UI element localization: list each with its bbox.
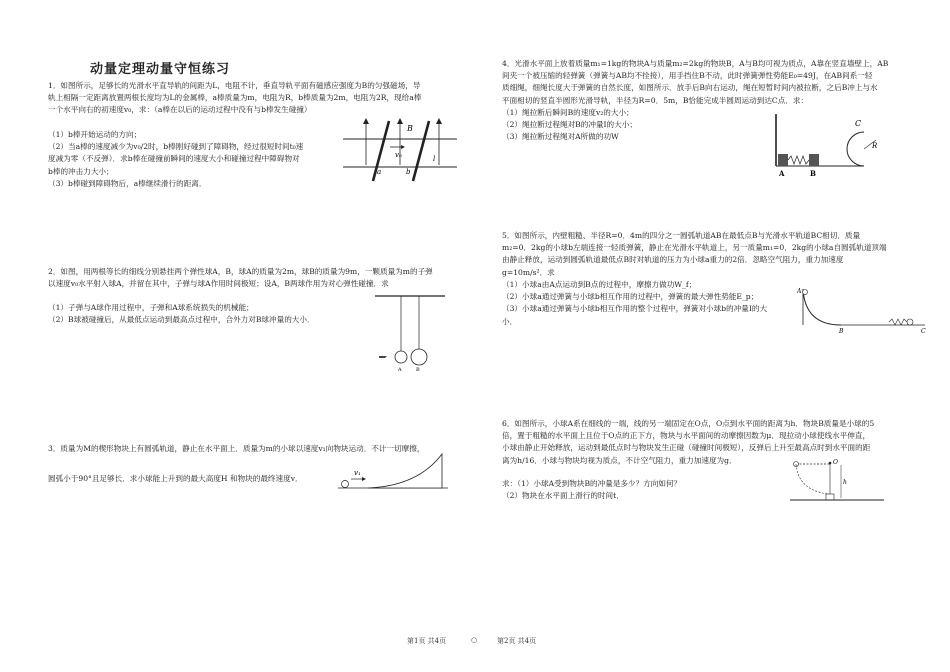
svg-text:B: B: [839, 328, 844, 335]
footer-separator: ○: [471, 636, 478, 644]
ball-B: [411, 349, 427, 365]
semicircle-track: [847, 132, 864, 166]
ball-A: [395, 351, 407, 363]
q2-subquestions: （1）子弹与A球作用过程中，子弹和A球系统损失的机械能； （2）B球被碰撞后，从最低点运动到最高点过程中，合外力对B球冲量的大小．: [48, 303, 315, 325]
spring: [788, 156, 809, 164]
svg-text:A: A: [797, 288, 802, 295]
spring-loop-figure: [772, 114, 902, 179]
label-a: a: [377, 168, 382, 176]
pendulum-block-figure: [790, 458, 885, 508]
label-B: B: [407, 124, 413, 133]
page-title: 动量定理动量守恒练习: [90, 62, 231, 77]
ball-a: [803, 290, 808, 295]
label-h: h: [843, 479, 847, 486]
pivot-O: [829, 462, 832, 465]
footer-page-left: 第1页 共4页: [407, 637, 447, 645]
block-B6: [826, 494, 834, 500]
svg-text:A: A: [779, 169, 785, 178]
spring-b: [889, 319, 907, 325]
ball-b: [907, 319, 913, 325]
small-ball: [342, 481, 349, 488]
q2-stem: 2．如图，用两根等长的细线分别悬挂两个弹性球A，B，球A的质量为2m，球B的质量为9m，一颗质量为m的子弹 以速度v₀水平射入球A，并留在其中，子弹与球A作用时间极短；设A，B两球作用为对心弹性碰撞．求: [48, 267, 433, 289]
pendulum-figure: [373, 294, 448, 374]
swing-path: [796, 464, 828, 494]
q1-stem: 1．如图所示，足够长的光滑水平直导轨的间距为L，电阻不计，垂直导轨平面有磁感应强度为B的匀强磁场，导 轨上相隔一定距离放置两根长度均为L的金属棒，a棒质量为m，电阻为R，b棒质量为2m，电阻为2R，现给a棒 一个水平向右的初速度v₀，求：（a棒在以后的运动过程中没有与b棒发生碰撞）: [48, 81, 422, 115]
label-C: C: [855, 119, 862, 128]
q1-subquestions: （1）b棒开始运动的方向； （2）当a棒的速度减少为v₀/2时，b棒刚好碰到了障碍物，经过很短时间t₀速 度减为零（不反弹）．求b棒在碰撞前瞬间的速度大小和碰撞过程中障碍物对 b棒的冲击力大小； （3）b棒碰到障碍物后，a棒继续滑行的距离．: [48, 130, 304, 188]
block-A: [778, 154, 788, 166]
svg-text:C: C: [921, 328, 926, 335]
label-R: R: [872, 142, 878, 150]
block-B: [809, 154, 819, 166]
quarter-arc: [803, 289, 841, 325]
arc-track-figure: [797, 285, 927, 335]
wedge-figure: [338, 452, 450, 492]
wedge-block: [368, 454, 442, 488]
field-arrows: [363, 118, 442, 165]
label-v1: v₁: [354, 469, 361, 477]
q4-subquestions: （1）绳拉断后瞬间B的速度v₂的大小； （2）绳拉断过程绳对B的冲量I的大小； （3）绳拉断过程绳对A所做的功W: [502, 108, 637, 142]
rails-figure: [343, 117, 458, 183]
right-page: [492, 0, 932, 640]
footer-page-right: 第2页 共4页: [497, 637, 537, 645]
q5-stem: 5．如图所示，内壁粗糙、半径R=0．4m的四分之一圆弧轨道AB在最低点B与光滑水平轨道BC相切．质量 m₂=0．2kg的小球b左端连接一轻质弹簧，静止在光滑水平轨道上，另一质量m₁=0．2kg的小球a自圆弧轨道顶端 由静止释放，运动到圆弧轨道最低点B时对轨道的压力为小球a重力的2倍．忽略空气阻力，重力加速度 g=10m/s²．求: [502, 231, 887, 277]
svg-text:B: B: [810, 169, 816, 178]
svg-text:B: B: [416, 367, 420, 373]
svg-text:l: l: [433, 155, 436, 163]
label-v0: v₀: [395, 151, 402, 159]
q4-stem: 4．光滑水平面上放着质量m₁=1kg的物块A与质量m₂=2kg的物块B，A与B均可视为质点，A靠在竖直墙壁上，AB 间夹一个被压缩的轻弹簧（弹簧与AB均不拴接），用手挡住B不动，此时弹簧弹性势能E₀=49J，在AB间系一轻 质细绳，细绳长度大于弹簧的自然长度，如图所示．放手后B向右运动，绳在短暂时间内被拉断，之后B冲上与水 平面相切的竖直半圆形光滑导轨，半径为R=0．5m，B恰能完成半圆周运动到达C点．求：: [502, 59, 889, 105]
q3-stem: 3．质量为M的楔形物块上有圆弧轨道，静止在水平面上．质量为m的小球以速度v₁向物块运动．不计一切摩擦，: [48, 444, 425, 453]
label-b: b: [406, 168, 411, 176]
rod-b: [413, 121, 429, 181]
q6-stem: 6．如图所示，小球A系在细线的一端，线的另一端固定在O点，O点到水平面的距离为h．物块B质量是小球的5 倍，置于粗糙的水平面上且位于O点的正下方，物块与水平面间的动摩擦因数为μ．现拉动小球使线水平伸直， 小球由静止开始释放，运动到最低点时与物块发生正碰（碰撞时间极短），反弹后上升至最高点时到水平面的距 离为h/16．小球与物块均视为质点，不计空气阻力，重力加速度为g．: [502, 419, 875, 465]
label-O: O: [833, 459, 838, 466]
q5-subquestions: （1）小球a由A点运动到B点的过程中，摩擦力做功W_f； （2）小球a通过弹簧与小球b相互作用的过程中，弹簧的最大弹性势能E_p； （3）小球a通过弹簧与小球b相互作用的整个过程中，弹簧对小球b的冲量I的大 小．: [502, 280, 768, 326]
bullet: [379, 356, 387, 358]
q3-continuation: 圆弧小于90°且足够长．求小球能上升到的最大高度H 和物块的最终速度v．: [48, 474, 303, 483]
svg-text:A: A: [398, 367, 402, 373]
q6-subquestions: 求：（1）小球A受到物块B的冲量是多少？方向如何？ （2）物块在水平面上滑行的时间t．: [502, 479, 682, 501]
left-page: [48, 0, 488, 640]
